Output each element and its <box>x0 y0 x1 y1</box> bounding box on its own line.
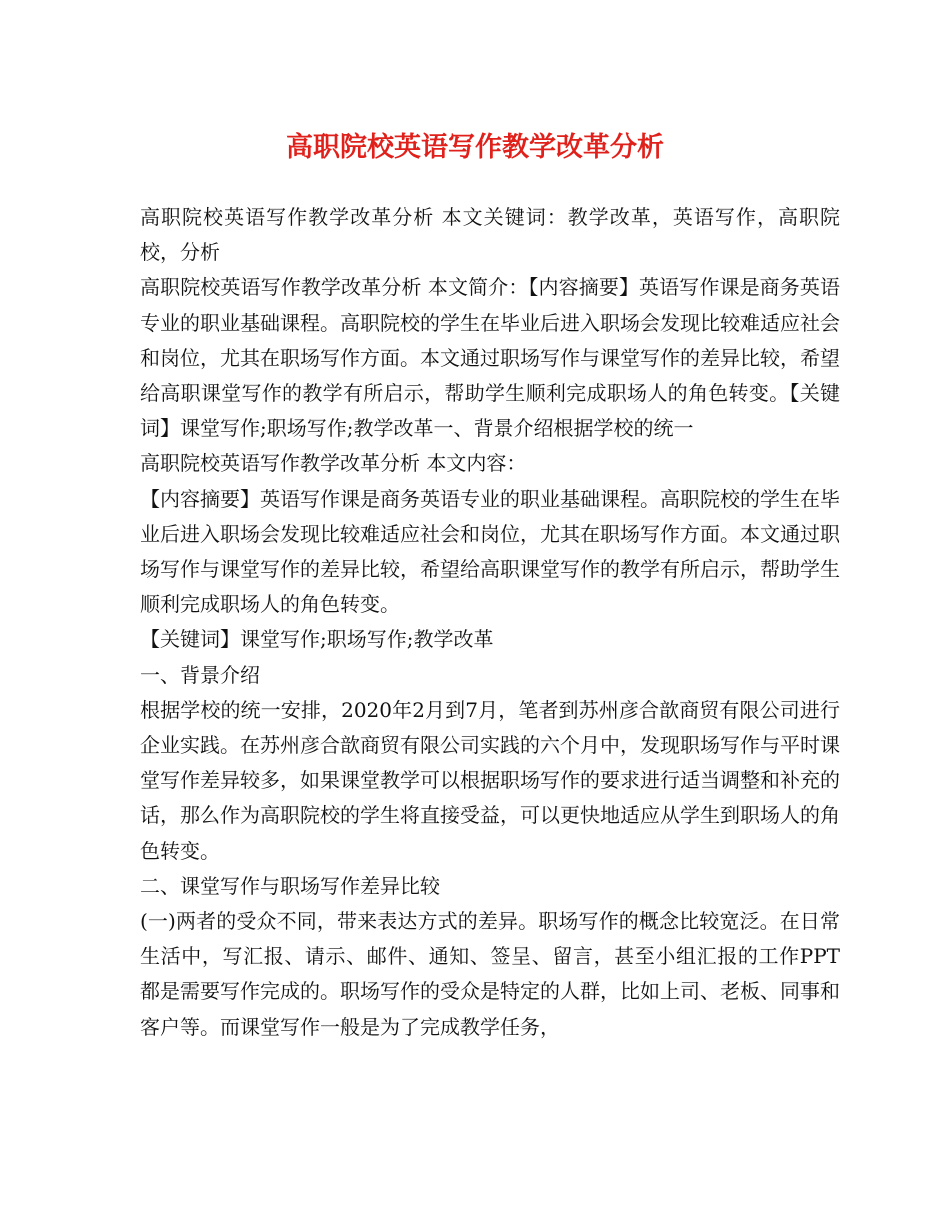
paragraph-keywords-2: 【关键词】课堂写作;职场写作;教学改革 <box>140 627 494 652</box>
section-heading-background: 一、背景介绍 <box>140 662 260 687</box>
paragraph-keywords: 高职院校英语写作教学改革分析 本文关键词：教学改革，英语写作，高职院校，分析 <box>140 205 840 265</box>
document-title: 高职院校英语写作教学改革分析 <box>286 132 664 163</box>
document-body <box>140 200 840 1045</box>
paragraph-summary: 高职院校英语写作教学改革分析 本文简介：【内容摘要】英语写作课是商务英语专业的职业基础课程。高职院校的学生在毕业后进入职场会发现比较难适应社会和岗位，尤其在职场写作方面。本文通过职场写作与课堂写作的差异比较，希望给高职课堂写作的教学有所启示，帮助学生顺利完成职场人的角色转变。【关键词】课堂写作;职场写作;教学改革一、背景介绍根据学校的统一 <box>140 275 840 441</box>
paragraph-content-heading: 高职院校英语写作教学改革分析 本文内容： <box>140 451 527 476</box>
paragraph-abstract: 【内容摘要】英语写作课是商务英语专业的职业基础课程。高职院校的学生在毕业后进入职场会发现比较难适应社会和岗位，尤其在职场写作方面。本文通过职场写作与课堂写作的差异比较，希望给高职课堂写作的教学有所启示，帮助学生顺利完成职场人的角色转变。 <box>140 486 840 617</box>
paragraph-comparison: (一)两者的受众不同，带来表达方式的差异。职场写作的概念比较宽泛。在日常生活中，写汇报、请示、邮件、通知、签呈、留言，甚至小组汇报的工作PPT都是需要写作完成的。职场写作的受众是特定的人群，比如上司、老板、同事和客户等。而课堂写作一般是为了完成教学任务， <box>140 909 840 1039</box>
section-heading-comparison: 二、课堂写作与职场写作差异比较 <box>140 873 440 898</box>
paragraph-background: 根据学校的统一安排，2020年2月到7月，笔者到苏州彦合歆商贸有限公司进行企业实践。在苏州彦合歆商贸有限公司实践的六个月中，发现职场写作与平时课堂写作差异较多，如果课堂教学可以根据职场写作的要求进行适当调整和补充的话，那么作为高职院校的学生将直接受益，可以更快地适应从学生到职场人的角色转变。 <box>140 697 840 863</box>
